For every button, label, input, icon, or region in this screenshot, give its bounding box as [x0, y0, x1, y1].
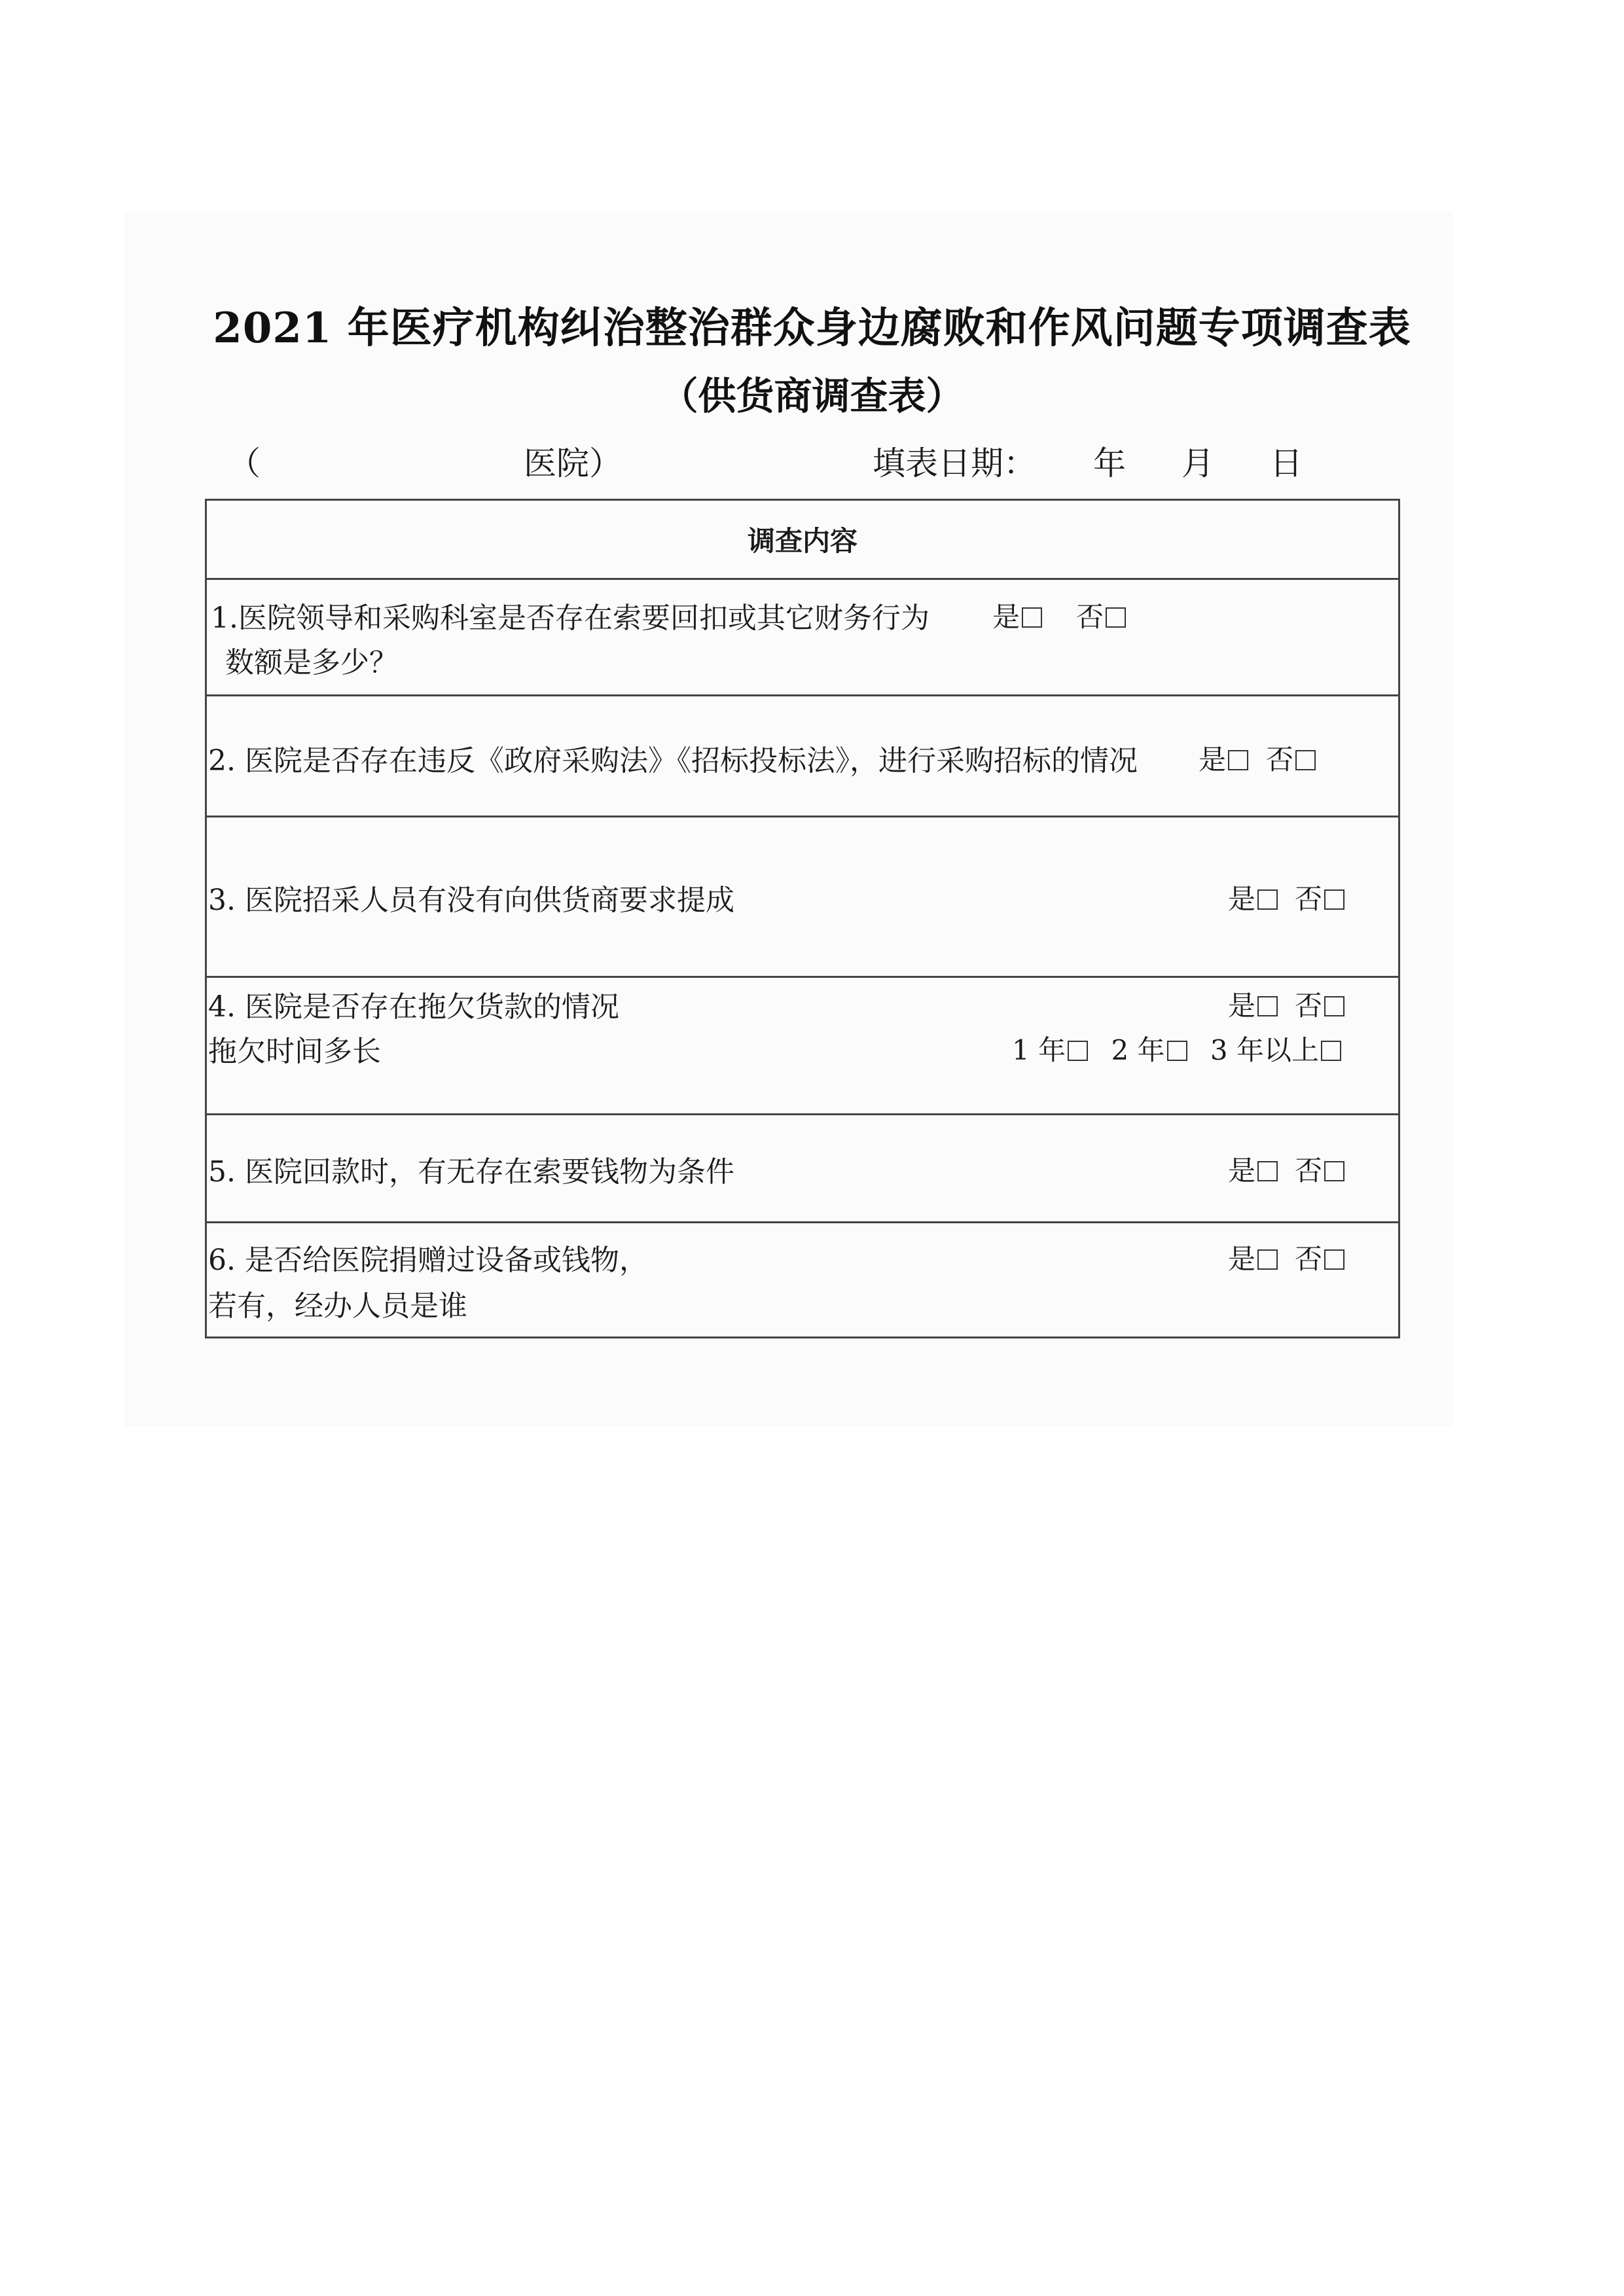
- q1-no-checkbox[interactable]: [1106, 607, 1126, 628]
- date-month-field[interactable]: 月: [1182, 444, 1214, 482]
- q1-yes-checkbox[interactable]: [1022, 607, 1042, 628]
- question-row-1: [207, 580, 1398, 696]
- question-row-5: [207, 1115, 1398, 1223]
- q4-duration-1-year-checkbox[interactable]: [1068, 1041, 1088, 1061]
- q4-duration-3-plus-year[interactable]: 3 年以上: [1210, 1029, 1341, 1068]
- table-heading: 调查内容: [207, 501, 1398, 580]
- date-day-field[interactable]: 日: [1270, 444, 1303, 482]
- date-year-field[interactable]: 年: [1093, 444, 1126, 482]
- q3-yes-checkbox[interactable]: [1257, 889, 1278, 910]
- survey-table: [205, 499, 1400, 1338]
- question-6-followup: 若有，经办人员是谁: [208, 1289, 467, 1323]
- q5-yes-checkbox[interactable]: [1257, 1161, 1278, 1181]
- q4-no-checkbox[interactable]: [1324, 996, 1344, 1016]
- q4-no-option[interactable]: 否: [1295, 984, 1344, 1024]
- q3-no-option[interactable]: 否: [1295, 878, 1344, 917]
- question-row-3: [207, 817, 1398, 978]
- q4-duration-options: [1012, 1029, 1341, 1068]
- question-1-text: 1.医院领导和采购科室是否存在索要回扣或其它财务行为: [211, 601, 929, 635]
- q2-yes-checkbox[interactable]: [1228, 750, 1248, 770]
- q2-yes-option[interactable]: 是: [1199, 738, 1248, 778]
- question-2-text: 2. 医院是否存在违反《政府采购法》《招标投标法》，进行采购招标的情况: [208, 744, 1138, 778]
- question-1-followup: 数额是多少？: [225, 646, 398, 679]
- document-subtitle: （供货商调查表）: [660, 374, 964, 418]
- q6-no-option[interactable]: 否: [1295, 1238, 1344, 1277]
- question-3-text: 3. 医院招采人员有没有向供货商要求提成: [208, 884, 734, 917]
- q4-yes-option[interactable]: 是: [1228, 984, 1278, 1024]
- question-row-2: [207, 696, 1398, 817]
- q1-no-option[interactable]: 否: [1076, 596, 1126, 635]
- q5-yes-option[interactable]: 是: [1228, 1149, 1278, 1189]
- q2-no-checkbox[interactable]: [1295, 750, 1316, 770]
- question-5-text: 5. 医院回款时，有无存在索要钱物为条件: [208, 1155, 734, 1189]
- q1-yes-option[interactable]: 是: [992, 596, 1042, 635]
- q6-yes-checkbox[interactable]: [1257, 1249, 1278, 1270]
- q4-duration-2-year-checkbox[interactable]: [1167, 1041, 1187, 1061]
- question-4-followup: 拖欠时间多长: [208, 1035, 381, 1068]
- q4-duration-3-plus-year-checkbox[interactable]: [1321, 1041, 1341, 1061]
- hospital-name-field[interactable]: 医院）: [524, 444, 622, 482]
- question-6-text: 6. 是否给医院捐赠过设备或钱物，: [208, 1244, 648, 1277]
- q6-yes-option[interactable]: 是: [1228, 1238, 1278, 1277]
- q4-duration-2-year[interactable]: 2 年: [1111, 1029, 1187, 1068]
- q5-no-checkbox[interactable]: [1324, 1161, 1344, 1181]
- q3-no-checkbox[interactable]: [1324, 889, 1344, 910]
- q6-no-checkbox[interactable]: [1324, 1249, 1344, 1270]
- document-title: 2021 年医疗机构纠治整治群众身边腐败和作风问题专项调查表: [213, 304, 1411, 353]
- q3-yes-option[interactable]: 是: [1228, 878, 1278, 917]
- q4-duration-1-year[interactable]: 1 年: [1012, 1029, 1088, 1068]
- fill-date-label: 填表日期：: [873, 444, 1036, 482]
- question-row-6: [207, 1223, 1398, 1336]
- q5-no-option[interactable]: 否: [1295, 1149, 1344, 1189]
- question-4-text: 4. 医院是否存在拖欠货款的情况: [208, 990, 619, 1024]
- hospital-paren-open: （: [228, 444, 261, 482]
- q2-no-option[interactable]: 否: [1266, 738, 1316, 778]
- question-row-4: [207, 978, 1398, 1115]
- q4-yes-checkbox[interactable]: [1257, 996, 1278, 1016]
